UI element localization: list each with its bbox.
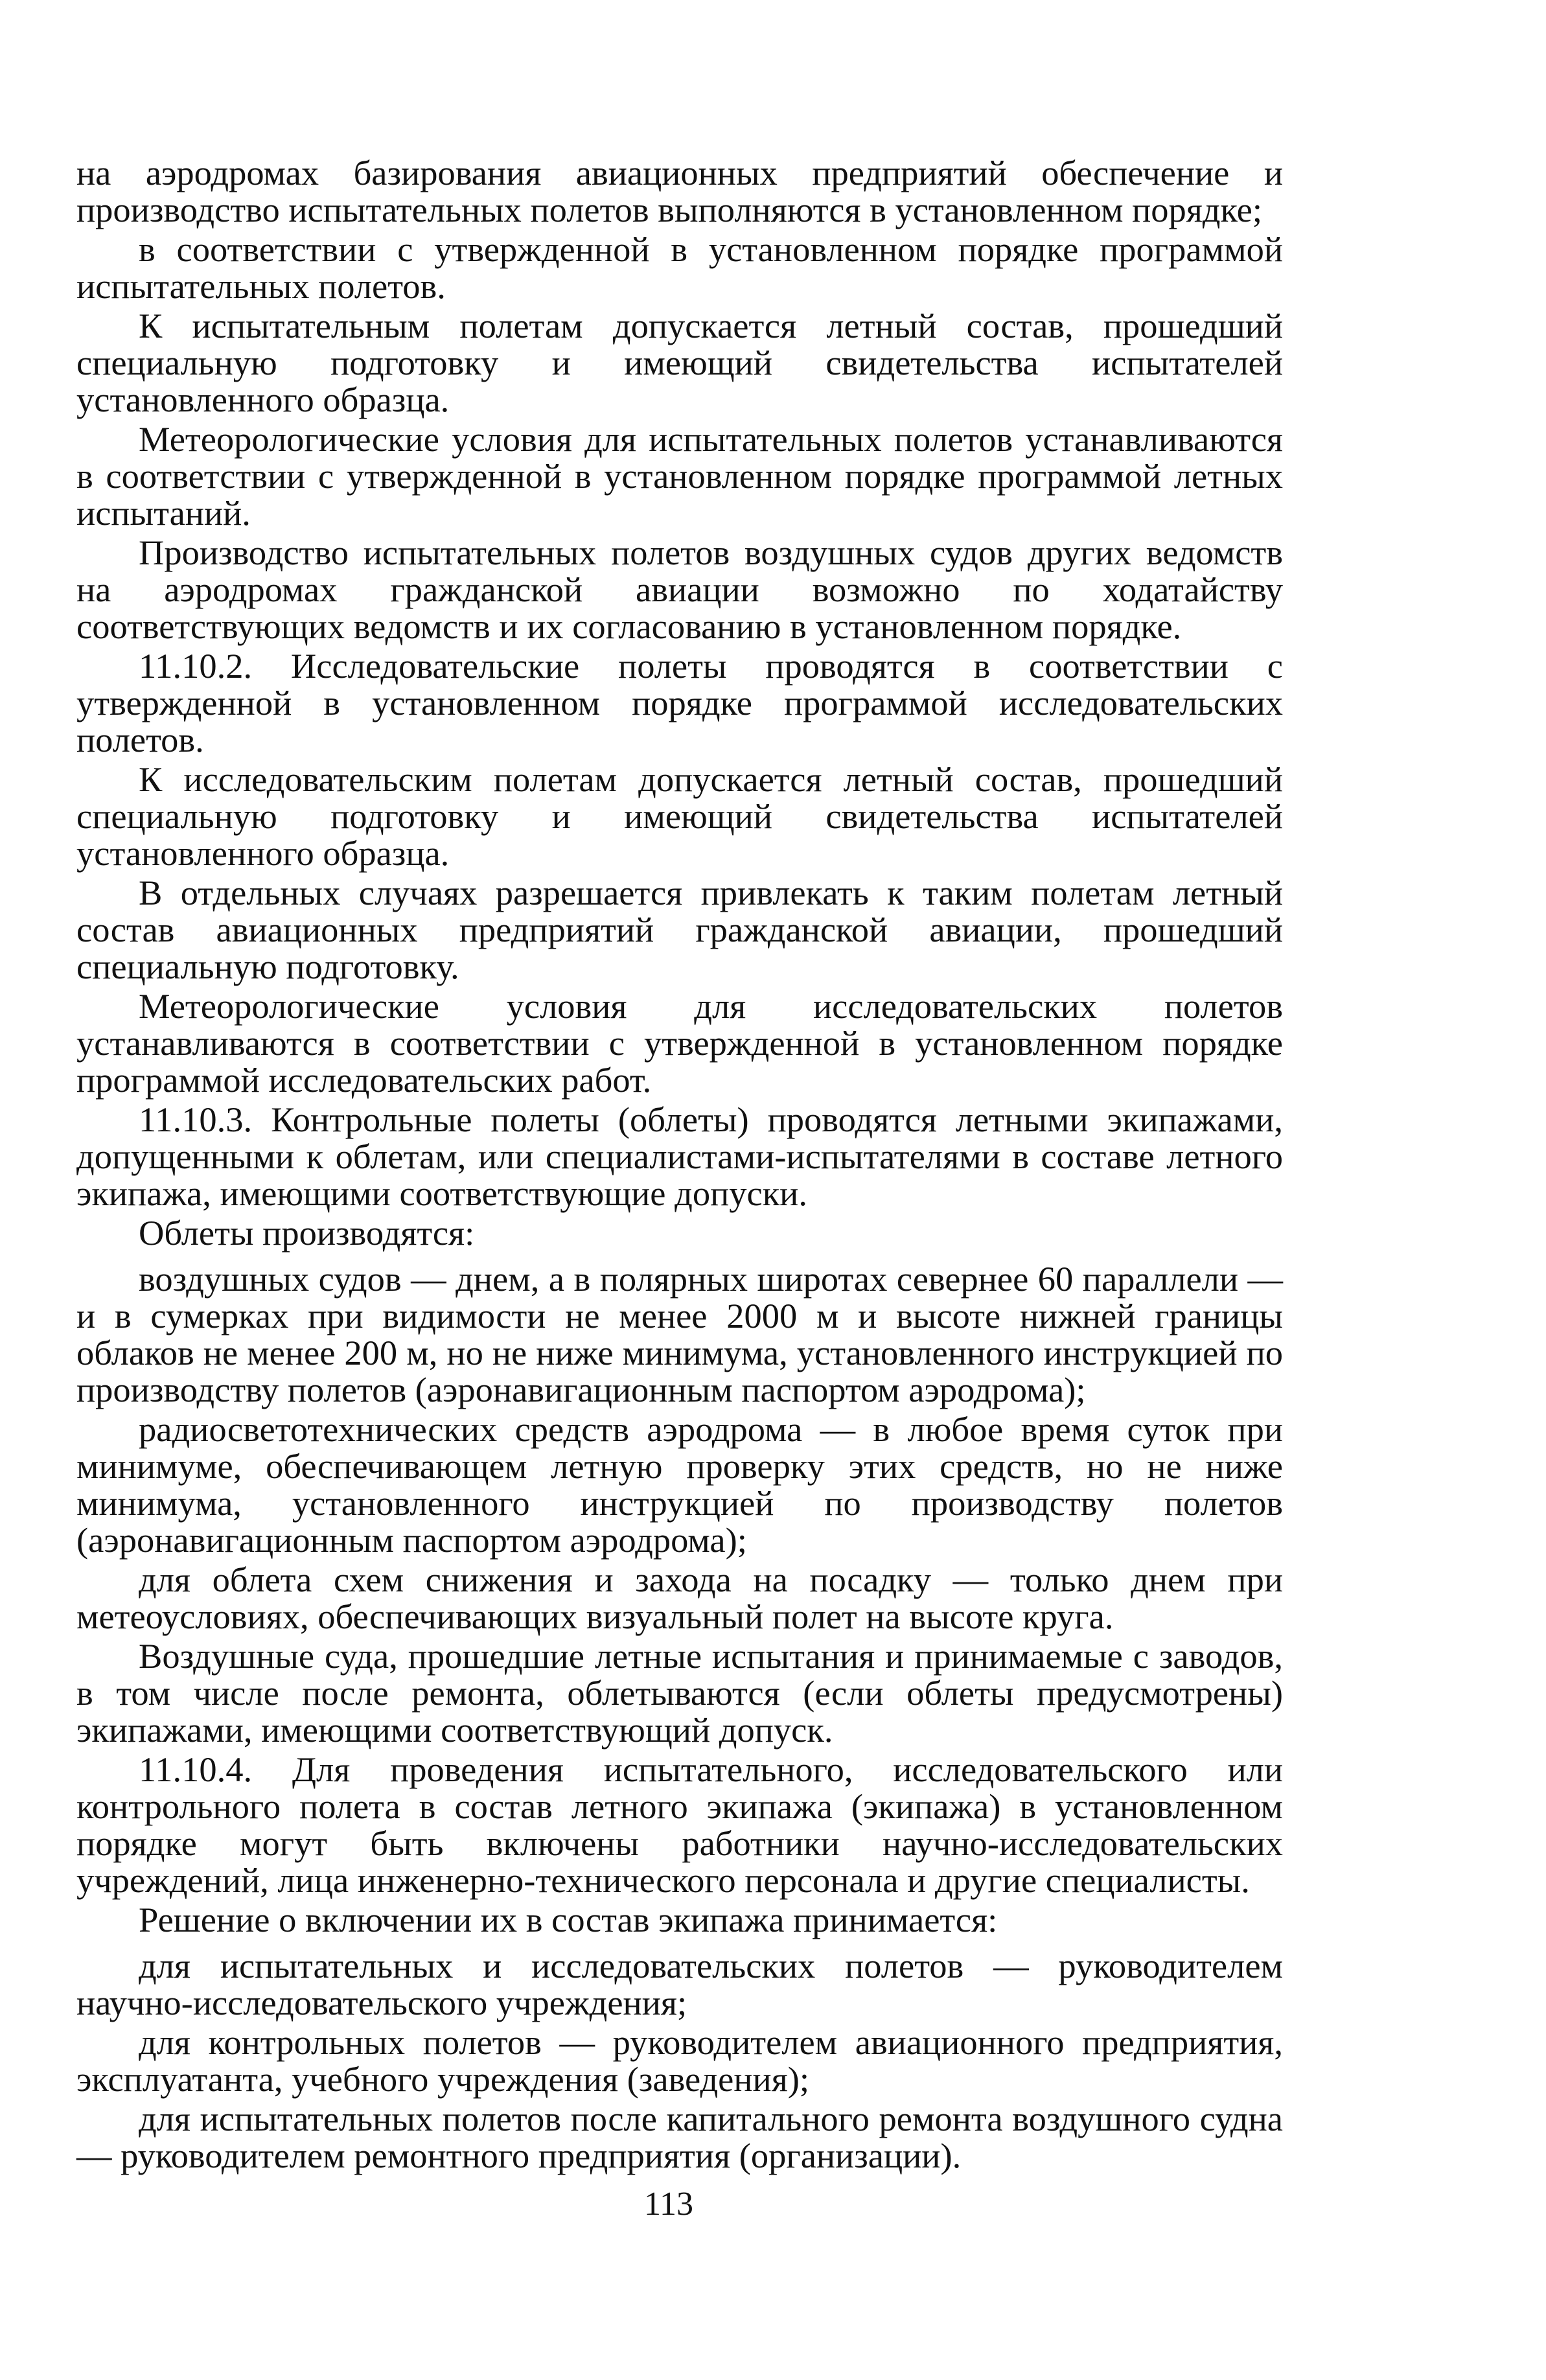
paragraph: Метеорологические условия для испытательных полетов устанавливаются в соответствии с утвержденной в установленном порядке программой летных испытаний. [76,419,1283,533]
paragraph: Метеорологические условия для исследовательских полетов устанавливаются в соответствии с утвержденной в установленном порядке программой исследовательских работ. [76,986,1283,1100]
paragraph: Производство испытательных полетов воздушных судов других ведомств на аэродромах гражданской авиации возможно по ходатайству соответствующих ведомств и их согласованию в установленном порядке. [76,533,1283,646]
paragraph: Воздушные суда, прошедшие летные испытания и принимаемые с заводов, в том числе после ремонта, облетываются (если облеты предусмотрены) экипажами, имеющими соответствующий допуск. [76,1636,1283,1750]
paragraph: для испытательных полетов после капитального ремонта воздушного судна — руководителем ремонтного предприятия (организации). [76,2099,1283,2175]
paragraph: 11.10.4. Для проведения испытательного, исследовательского или контрольного полета в состав летного экипажа (экипажа) в установленном порядке могут быть включены работники научно-исследовательских учреждений, лица инженерно-технического персонала и другие специалисты. [76,1750,1283,1900]
paragraph: для контрольных полетов — руководителем авиационного предприятия, эксплуатанта, учебного учреждения (заведения); [76,2022,1283,2099]
paragraph: 11.10.2. Исследовательские полеты проводятся в соответствии с утвержденной в установленном порядке программой исследовательских полетов. [76,646,1283,759]
paragraph: радиосветотехнических средств аэродрома — в любое время суток при минимуме, обеспечивающем летную проверку этих средств, но не ниже минимума, установленного инструкцией по производству полетов (аэронавигационным паспортом аэродрома); [76,1409,1283,1560]
paragraph: В отдельных случаях разрешается привлекать к таким полетам летный состав авиационных предприятий гражданской авиации, прошедший специальную подготовку. [76,873,1283,986]
page-number: 113 [643,2186,694,2223]
paragraph: для облета схем снижения и захода на посадку — только днем при метеоусловиях, обеспечивающих визуальный полет на высоте круга. [76,1560,1283,1636]
paragraph: К исследовательским полетам допускается летный состав, прошедший специальную подготовку и имеющий свидетельства испытателей установленного образца. [76,759,1283,873]
paragraph: в соответствии с утвержденной в установленном порядке программой испытательных полетов. [76,229,1283,306]
paragraph: К испытательным полетам допускается летный состав, прошедший специальную подготовку и имеющий свидетельства испытателей установленного образца. [76,306,1283,419]
paragraph: Решение о включении их в состав экипажа принимается: [139,1900,998,1939]
paragraph: для испытательных и исследовательских полетов — руководителем научно-исследовательского учреждения; [76,1946,1283,2022]
paragraph: воздушных судов — днем, а в полярных широтах севернее 60 параллели — и в сумерках при видимости не менее 2000 м и высоте нижней границы облаков не менее 200 м, но не ниже минимума, установленного инструкцией по производству полетов (аэронавигационным паспортом аэродрома); [76,1259,1283,1409]
paragraph: на аэродромах базирования авиационных предприятий обеспечение и производство испытательных полетов выполняются в установленном порядке; [76,153,1283,229]
paragraph: 11.10.3. Контрольные полеты (облеты) проводятся летными экипажами, допущенными к облетам, или специалистами-испытателями в составе летного экипажа, имеющими соответствующие допуски. [76,1100,1283,1213]
body-text [76,154,1283,2177]
paragraph: Облеты производятся: [139,1213,475,1253]
